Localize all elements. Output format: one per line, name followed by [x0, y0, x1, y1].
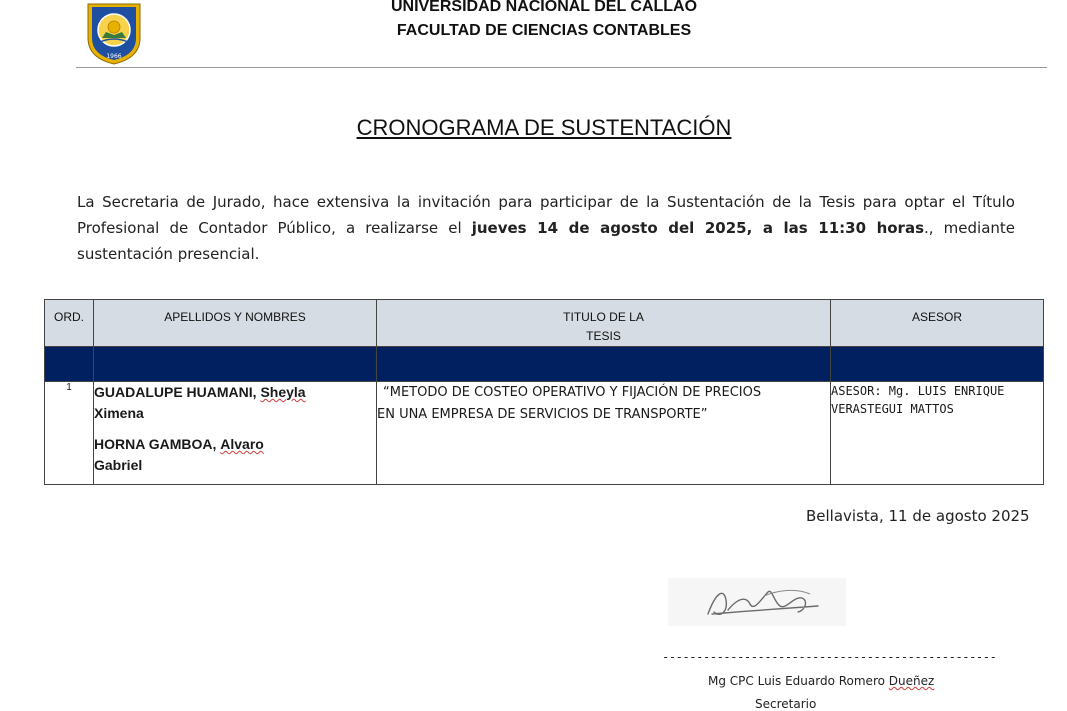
student-1-rest: Ximena — [94, 405, 144, 421]
row-asesor: ASESOR: Mg. LUIS ENRIQUE VERASTEGUI MATTOS — [831, 382, 1044, 485]
handwritten-signature — [668, 578, 846, 626]
band-cell — [831, 347, 1044, 382]
intro-bold-date: jueves 14 de agosto del 2025, a las 11:30 horas — [471, 219, 925, 237]
invitation-paragraph — [77, 189, 1015, 267]
student-2-rest: Gabriel — [94, 457, 143, 473]
student-2-surname: HORNA GAMBOA, — [94, 436, 217, 452]
band-cell — [377, 347, 831, 382]
intro-text-after: ., mediante sustentación presencial. — [77, 219, 1015, 263]
signatory-role: Secretario — [755, 697, 817, 711]
table-row — [45, 382, 1044, 485]
row-ord: 1 — [45, 382, 94, 485]
table-band-row — [45, 347, 1044, 382]
signatory-name-last: Dueñez — [888, 674, 935, 688]
table-header-row — [45, 300, 1044, 347]
place-date: Bellavista, 11 de agosto 2025 — [806, 507, 1030, 525]
intro-text-before: La Secretaria de Jurado, hace extensiva la invitación para participar de la Sustentación de la Tesis para optar el Título Profesional de Contador Público, a realizarse el — [77, 193, 1015, 237]
faculty-name: FACULTAD DE CIENCIAS CONTABLES — [396, 22, 692, 39]
band-cell — [45, 347, 94, 382]
thesis-title-line2: EN UNA EMPRESA DE SERVICIOS DE TRANSPORTE” — [377, 407, 708, 422]
row-thesis-title — [377, 382, 831, 485]
header-title-line1: TITULO DE LA — [563, 310, 644, 324]
header-title — [377, 300, 831, 347]
student-1 — [94, 382, 376, 424]
document-title: CRONOGRAMA DE SUSTENTACIÓN — [356, 115, 732, 140]
signatory-name — [708, 674, 934, 688]
header-asesor: ASESOR — [831, 300, 1044, 347]
student-2 — [94, 434, 376, 476]
student-1-surname: GUADALUPE HUAMANI, — [94, 384, 257, 400]
signatory-name-prefix: Mg CPC Luis Eduardo Romero — [708, 674, 885, 688]
university-name: UNIVERSIDAD NACIONAL DEL CALLAO — [390, 0, 698, 15]
logo-year: 1966 — [106, 53, 122, 60]
header-title-line2: TESIS — [586, 329, 621, 343]
row-students — [94, 382, 377, 485]
header-names: APELLIDOS Y NOMBRES — [94, 300, 377, 347]
header-divider — [76, 67, 1047, 68]
thesis-title-line1: “METODO DE COSTEO OPERATIVO Y FIJACIÓN DE PRECIOS — [383, 385, 762, 400]
signature-line: ------------------------------------------------- — [662, 650, 997, 664]
schedule-table — [44, 299, 1044, 485]
band-cell — [94, 347, 377, 382]
header-ord: ORD. — [45, 300, 94, 347]
student-2-first: Alvaro — [220, 436, 264, 452]
student-1-first: Sheyla — [260, 384, 306, 400]
